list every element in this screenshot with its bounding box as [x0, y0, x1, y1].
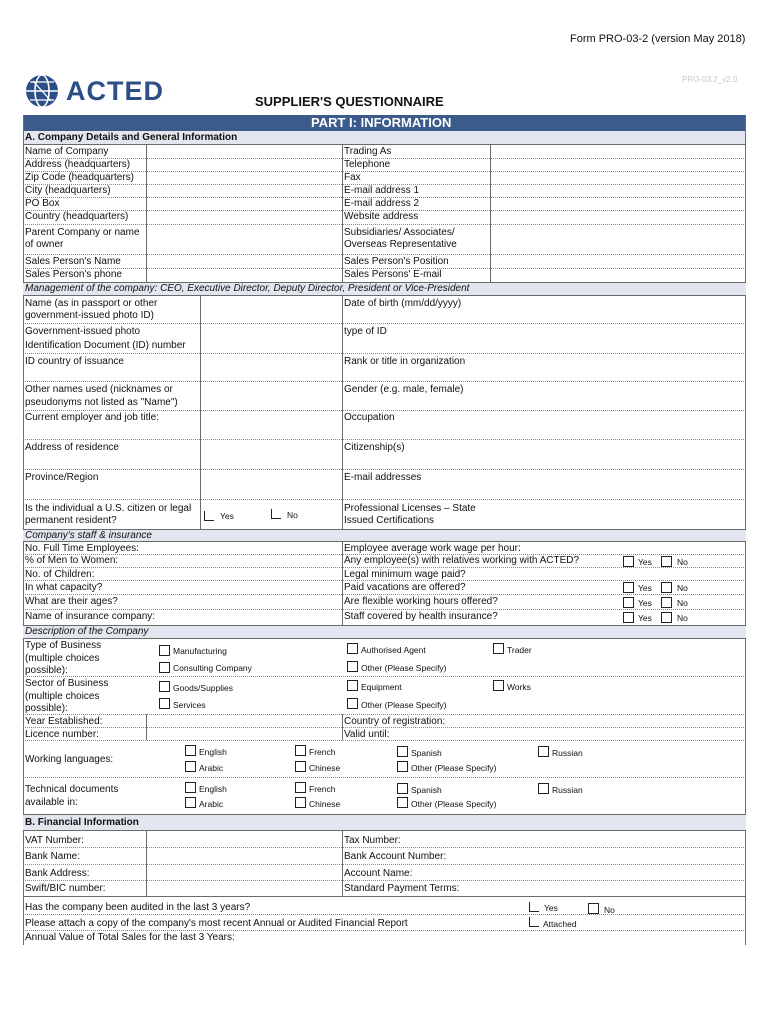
option-label: Spanish [411, 748, 442, 758]
lang-other-checkbox[interactable] [397, 761, 408, 772]
tech-chinese-checkbox[interactable] [295, 797, 306, 808]
option-label: English [199, 747, 227, 757]
option-label: Other (Please Specify) [361, 663, 447, 673]
field-label: E-mail address 2 [344, 198, 420, 209]
no-label: No [677, 583, 688, 593]
field-label: type of ID [344, 326, 387, 337]
field-label: possible): [25, 665, 68, 676]
rule [23, 541, 746, 542]
field-label: VAT Number: [25, 835, 84, 846]
divider [23, 714, 746, 715]
column-divider [490, 144, 491, 282]
option-label: Goods/Supplies [173, 683, 234, 693]
field-label: Province/Region [25, 472, 99, 483]
field-label: Working languages: [25, 754, 114, 765]
attached-checkbox[interactable] [529, 917, 539, 927]
form-reference: Form PRO-03-2 (version May 2018) [570, 33, 746, 45]
field-label: Address of residence [25, 442, 119, 453]
field-label: What are their ages? [25, 596, 118, 607]
field-label: Government-issued photo [25, 326, 141, 337]
divider [23, 880, 746, 881]
field-label: Telephone [344, 159, 391, 170]
field-label: Subsidiaries/ Associates/ [344, 227, 455, 238]
field-label: Current employer and job title: [25, 412, 159, 423]
field-label: Standard Payment Terms: [344, 883, 460, 894]
field-label: Address (headquarters) [25, 159, 131, 170]
field-label: Name of Company [25, 146, 109, 157]
field-label: Website address [344, 211, 419, 222]
column-divider [200, 295, 201, 529]
field-label: Country (headquarters) [25, 211, 129, 222]
field-label: Sales Person's Name [25, 256, 121, 267]
divider [23, 594, 746, 595]
option-label: Spanish [411, 785, 442, 795]
field-label: Type of Business [25, 640, 102, 651]
tech-spanish-checkbox[interactable] [397, 783, 408, 794]
no-label: No [677, 613, 688, 623]
column-divider [342, 144, 343, 282]
field-label: Are flexible working hours offered? [344, 596, 498, 607]
option-label: Russian [552, 785, 583, 795]
divider [23, 864, 746, 865]
option-label: Services [173, 700, 206, 710]
tech-french-checkbox[interactable] [295, 782, 306, 793]
tech-arabic-checkbox[interactable] [185, 797, 196, 808]
vacations-no-checkbox[interactable] [661, 582, 672, 593]
column-divider [342, 541, 343, 625]
no-label: No [604, 905, 615, 915]
relatives-yes-checkbox[interactable] [623, 556, 634, 567]
field-label: (multiple choices [25, 691, 100, 702]
field-label: Swift/BIC number: [25, 883, 106, 894]
field-label: % of Men to Women: [25, 555, 119, 566]
tech-english-checkbox[interactable] [185, 782, 196, 793]
field-label: Country of registration: [344, 716, 446, 727]
field-label: Legal minimum wage paid? [344, 569, 466, 580]
divider [23, 439, 746, 440]
field-label: Licence number: [25, 729, 99, 740]
column-divider [342, 714, 343, 740]
attached-label: Attached [543, 919, 577, 929]
field-label: Valid until: [344, 729, 390, 740]
column-divider [146, 830, 147, 896]
field-label: E-mail address 1 [344, 185, 420, 196]
lang-russian-checkbox[interactable] [538, 746, 549, 757]
field-label: ID country of issuance [25, 356, 124, 367]
field-label: E-mail addresses [344, 472, 422, 483]
field-label: Please attach a copy of the company's most recent Annual or Audited Financial Report [25, 918, 408, 929]
yes-label: Yes [638, 613, 652, 623]
field-label: Zip Code (headquarters) [25, 172, 134, 183]
field-label: City (headquarters) [25, 185, 111, 196]
rule [23, 295, 746, 296]
option-label: Other (Please Specify) [411, 763, 497, 773]
lang-arabic-checkbox[interactable] [185, 761, 196, 772]
divider [23, 580, 746, 581]
field-label: Has the company been audited in the last 3 years? [25, 902, 251, 913]
column-divider [146, 714, 147, 740]
authorised-agent-checkbox[interactable] [347, 643, 358, 654]
audited-yes-checkbox[interactable] [529, 902, 539, 912]
mgmt-heading: Management of the company: CEO, Executive Director, Deputy Director, President or Vice-President [25, 283, 470, 294]
field-label: possible): [25, 703, 68, 714]
trader-checkbox[interactable] [493, 643, 504, 654]
lang-english-checkbox[interactable] [185, 745, 196, 756]
field-label: Date of birth (mm/dd/yyyy) [344, 298, 462, 309]
option-label: French [309, 747, 336, 757]
lang-spanish-checkbox[interactable] [397, 746, 408, 757]
field-label: PO Box [25, 198, 60, 209]
consulting-checkbox[interactable] [159, 662, 170, 673]
works-checkbox[interactable] [493, 680, 504, 691]
no-label: No [677, 598, 688, 608]
field-label: Bank Name: [25, 851, 81, 862]
no-label: No [287, 510, 298, 520]
divider [23, 323, 746, 324]
rule [23, 830, 746, 831]
health-no-checkbox[interactable] [661, 612, 672, 623]
field-label: Technical documents [25, 784, 119, 795]
field-label: government-issued photo ID) [25, 310, 154, 321]
field-label: pseudonyms not listed as "Name") [25, 397, 178, 408]
yes-label: Yes [638, 583, 652, 593]
yes-label: Yes [220, 511, 234, 521]
field-label: Professional Licenses – State [344, 503, 476, 514]
field-label: Sector of Business [25, 678, 109, 689]
uscitizen-yes-checkbox[interactable] [204, 511, 214, 521]
field-label: permanent resident? [25, 515, 117, 526]
option-label: Trader [507, 645, 532, 655]
option-label: Manufacturing [173, 646, 227, 656]
type-other-checkbox[interactable] [347, 661, 358, 672]
divider [23, 777, 746, 778]
sector-other-checkbox[interactable] [347, 698, 358, 709]
field-label: Other names used (nicknames or [25, 384, 173, 395]
option-label: Authorised Agent [361, 645, 426, 655]
part-title: PART I: INFORMATION [311, 115, 452, 130]
field-label: Trading As [344, 146, 392, 157]
divider [23, 847, 746, 848]
field-label: (multiple choices [25, 653, 100, 664]
divider [23, 676, 746, 677]
option-label: Russian [552, 748, 583, 758]
option-label: Chinese [309, 763, 341, 773]
flexible-no-checkbox[interactable] [661, 597, 672, 608]
brand-name: ACTED [66, 76, 164, 106]
option-label: English [199, 784, 227, 794]
services-checkbox[interactable] [159, 698, 170, 709]
field-label: Rank or title in organization [344, 356, 466, 367]
divider [23, 727, 746, 728]
rule [23, 638, 746, 639]
field-label: Staff covered by health insurance? [344, 611, 498, 622]
yes-label: Yes [638, 557, 652, 567]
field-label: Bank Address: [25, 868, 90, 879]
divider [23, 469, 746, 470]
field-label: Any employee(s) with relatives working with ACTED? [344, 555, 580, 566]
column-divider [342, 295, 343, 529]
field-label: Bank Account Number: [344, 851, 447, 862]
field-label: Issued Certifications [344, 515, 435, 526]
relatives-no-checkbox[interactable] [661, 556, 672, 567]
rule [23, 144, 746, 145]
staff-heading: Company's staff & insurance [25, 530, 152, 541]
field-label: No. Full Time Employees: [25, 543, 139, 554]
field-label: Overseas Representative [344, 239, 457, 250]
option-label: French [309, 784, 336, 794]
manufacturing-checkbox[interactable] [159, 645, 170, 656]
health-yes-checkbox[interactable] [623, 612, 634, 623]
page-title: SUPPLIER'S QUESTIONNAIRE [255, 94, 444, 109]
lang-french-checkbox[interactable] [295, 745, 306, 756]
vacations-yes-checkbox[interactable] [623, 582, 634, 593]
divider [23, 567, 746, 568]
field-label: No. of Children: [25, 569, 95, 580]
field-label: Gender (e.g. male, female) [344, 384, 464, 395]
field-label: Year Established: [25, 716, 103, 727]
field-label: Parent Company or name [25, 227, 140, 238]
field-label: Employee average work wage per hour: [344, 543, 521, 554]
field-label: Citizenship(s) [344, 442, 405, 453]
field-label: Tax Number: [344, 835, 401, 846]
equipment-checkbox[interactable] [347, 680, 358, 691]
field-label: Paid vacations are offered? [344, 582, 466, 593]
divider [23, 914, 746, 915]
field-label: Name of insurance company: [25, 611, 156, 622]
field-label: Is the individual a U.S. citizen or legal [25, 503, 192, 514]
section-b-heading: B. Financial Information [25, 817, 139, 828]
globe-icon [24, 73, 60, 109]
field-label: Identification Document (ID) number [25, 340, 186, 351]
field-label: Sales Person's Position [344, 256, 449, 267]
divider [23, 609, 746, 610]
option-label: Equipment [361, 682, 402, 692]
option-label: Other (Please Specify) [411, 799, 497, 809]
rule [23, 896, 746, 897]
column-divider [342, 830, 343, 896]
divider [23, 353, 746, 354]
lang-chinese-checkbox[interactable] [295, 761, 306, 772]
option-label: Consulting Company [173, 663, 252, 673]
option-label: Chinese [309, 799, 341, 809]
field-label: In what capacity? [25, 582, 103, 593]
option-label: Arabic [199, 799, 224, 809]
field-label: Sales Person's phone [25, 269, 122, 280]
divider [23, 930, 746, 931]
field-label: Annual Value of Total Sales for the last 3 Years: [25, 932, 235, 943]
option-label: Works [507, 682, 531, 692]
divider [23, 410, 746, 411]
field-label: Sales Persons' E-mail [344, 269, 442, 280]
field-label: of owner [25, 239, 64, 250]
field-label: available in: [25, 797, 78, 808]
desc-heading: Description of the Company [25, 626, 149, 637]
version-code: PRO-03.2_v2.0 [682, 75, 738, 84]
audited-no-checkbox[interactable] [588, 903, 599, 914]
yes-label: Yes [638, 598, 652, 608]
field-label: Name (as in passport or other [25, 298, 158, 309]
tech-other-checkbox[interactable] [397, 797, 408, 808]
yes-label: Yes [544, 903, 558, 913]
field-label: Occupation [344, 412, 395, 423]
no-label: No [677, 557, 688, 567]
acted-logo [24, 73, 174, 109]
section-a-heading: A. Company Details and General Information [25, 132, 238, 143]
divider [23, 254, 746, 255]
tech-russian-checkbox[interactable] [538, 783, 549, 794]
field-label: Account Name: [344, 868, 413, 879]
divider [23, 224, 746, 225]
flexible-yes-checkbox[interactable] [623, 597, 634, 608]
option-label: Other (Please Specify) [361, 700, 447, 710]
column-divider [146, 144, 147, 282]
divider [23, 740, 746, 741]
divider [23, 381, 746, 382]
divider [23, 499, 746, 500]
option-label: Arabic [199, 763, 224, 773]
uscitizen-no-checkbox[interactable] [271, 509, 281, 519]
field-label: Fax [344, 172, 361, 183]
goods-supplies-checkbox[interactable] [159, 681, 170, 692]
